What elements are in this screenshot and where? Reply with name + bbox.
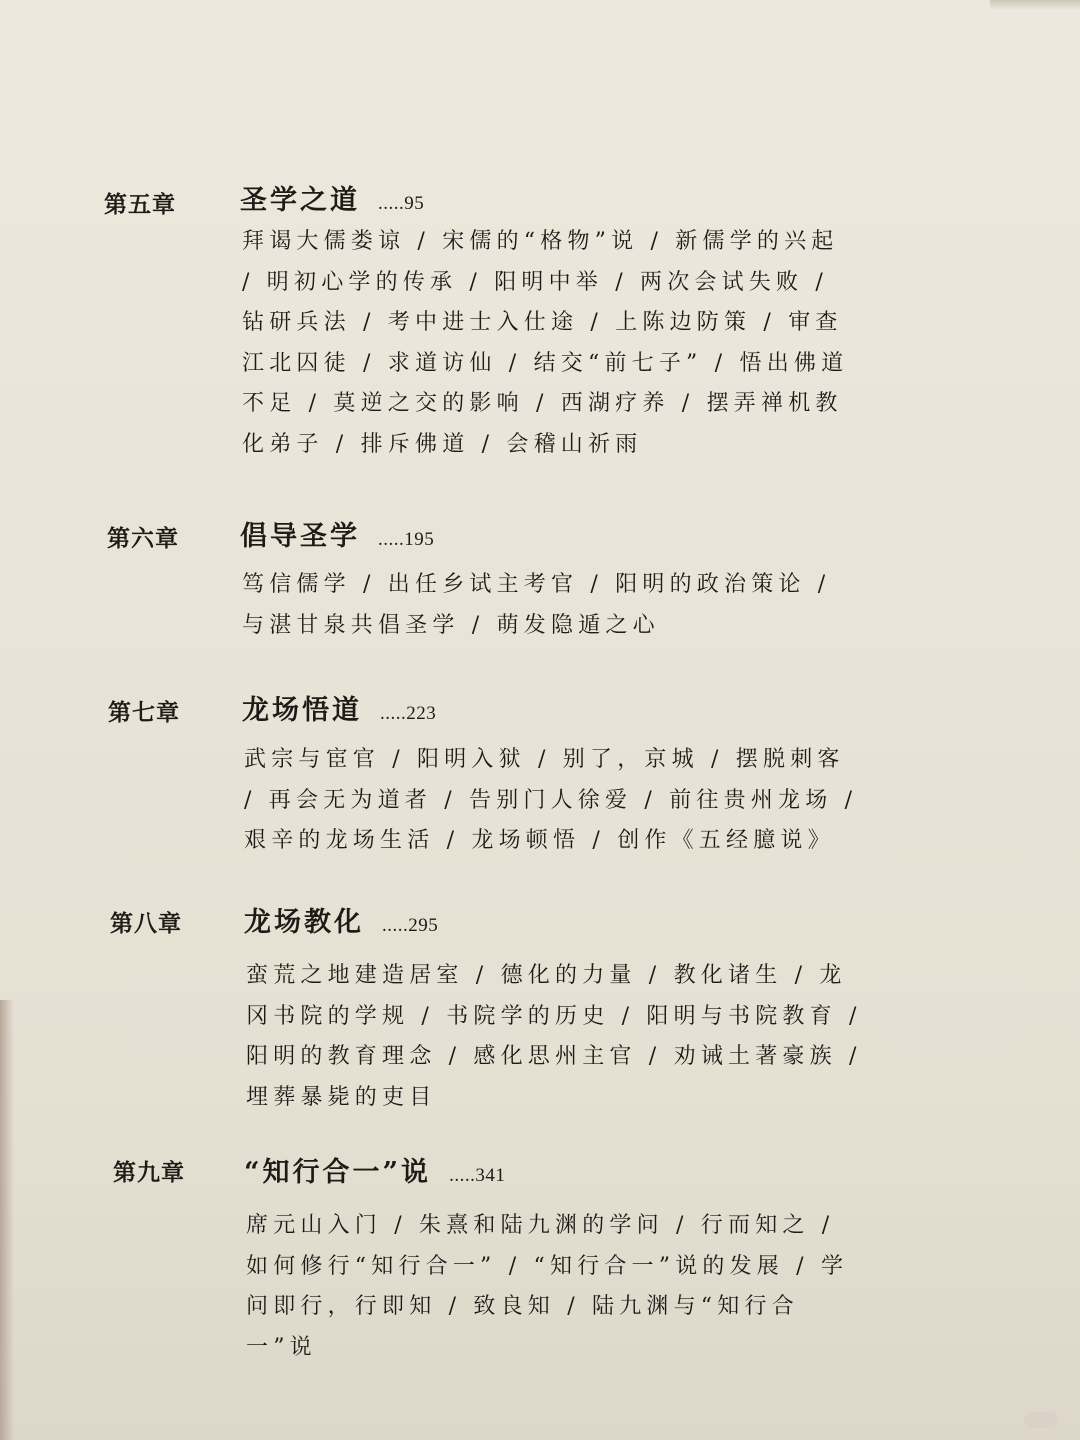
chapter-page-number: .....223 (380, 703, 437, 724)
chapter-sections: 武宗与宦官 / 阳明入狱 / 别了，京城 / 摆脱刺客 / 再会无为道者 / 告别门人徐爱 / 前往贵州龙场 / 艰辛的龙场生活 / 龙场顿悟 / 创作《五经臆说》 (244, 747, 858, 853)
chapter-sections: 蛮荒之地建造居室 / 德化的力量 / 教化诸生 / 龙冈书院的学规 / 书院学的历史 / 阳明与书院教育 / 阳明的教育理念 / 感化思州主官 / 劝诫土著豪族 / 埋葬暴毙的吏目 (246, 963, 862, 1110)
chapter-label: 第八章 (110, 911, 182, 936)
chapter-title-text: 龙场悟道 (242, 695, 362, 726)
chapter-sections: 拜谒大儒娄谅 / 宋儒的“格物”说 / 新儒学的兴起 / 明初心学的传承 / 阳明中举 / 两次会试失败 / 钻研兵法 / 考中进士入仕途 / 上陈边防策 / 审查江北囚徒 / 求道访仙 / 结交“前七子” / 悟出佛道不足 / 莫逆之交的影响 / 西湖疗养 / 摆弄禅机教化弟子 / 排斥佛道 / 会稽山祈雨 (242, 229, 849, 457)
chapter-title-text: 圣学之道 (240, 185, 360, 216)
chapter-label: 第五章 (104, 192, 176, 217)
chapter-page-number: .....341 (449, 1165, 506, 1186)
chapter-page-number: .....295 (382, 915, 439, 936)
chapter-page-number: .....95 (378, 193, 425, 214)
chapter-title (240, 514, 434, 553)
chapter-sections: 席元山入门 / 朱熹和陆九渊的学问 / 行而知之 / 如何修行“知行合一” / “知行合一”说的发展 / 学问即行，行即知 / 致良知 / 陆九渊与“知行合一”说 (246, 1213, 849, 1360)
chapter-title (240, 178, 424, 217)
chapter-title-text: 龙场教化 (244, 907, 364, 938)
chapter-title-text: 倡导圣学 (240, 521, 360, 552)
chapter-sections: 笃信儒学 / 出任乡试主考官 / 阳明的政治策论 / 与湛甘泉共倡圣学 / 萌发隐遁之心 (242, 572, 831, 638)
chapter-title (242, 688, 436, 727)
chapter-title (244, 1150, 505, 1189)
chapter-title (244, 900, 438, 939)
chapter-title-text: “知行合一”说 (244, 1157, 432, 1188)
watermark-badge (1024, 1412, 1058, 1428)
chapter-page-number: .....195 (378, 529, 435, 550)
chapter-label: 第七章 (108, 700, 180, 725)
chapter-label: 第九章 (113, 1160, 185, 1185)
chapter-label: 第六章 (107, 526, 179, 551)
